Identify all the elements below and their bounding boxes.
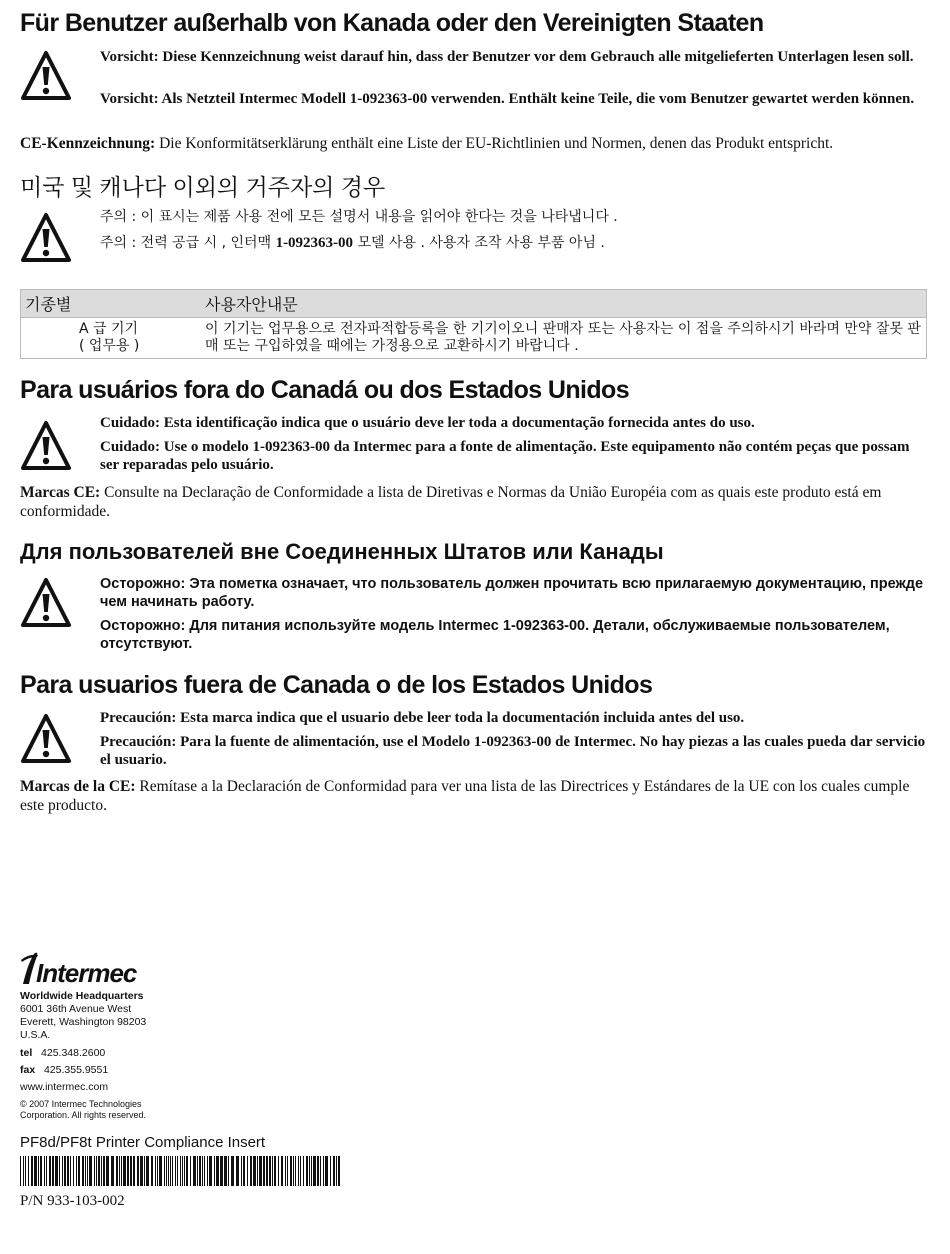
- barcode-bar: [266, 1156, 268, 1186]
- russian-section: [20, 537, 930, 567]
- barcode-bar: [190, 1156, 191, 1186]
- portuguese-ce-paragraph: [20, 483, 930, 521]
- barcode-bar: [159, 1156, 162, 1186]
- barcode-bar: [76, 1156, 77, 1186]
- fax-line: fax 425.355.9551: [20, 1064, 109, 1076]
- warning-icon: [20, 420, 72, 472]
- barcode-bar: [214, 1156, 215, 1186]
- korean-model-number: 1-092363-00: [275, 235, 354, 251]
- barcode-bar: [243, 1156, 245, 1186]
- barcode-bar: [111, 1156, 114, 1186]
- spanish-caution-1: Precaución: Esta marca indica que el usuario debe leer toda la documentación incluida antes del uso.: [100, 710, 745, 726]
- barcode-bar: [220, 1156, 223, 1186]
- barcode-bar: [130, 1156, 132, 1186]
- barcode-bar: [278, 1156, 279, 1186]
- barcode-bar: [224, 1156, 227, 1186]
- address-line-3: U.S.A.: [20, 1029, 51, 1041]
- barcode-bar: [180, 1156, 181, 1186]
- barcode-bar: [98, 1156, 100, 1186]
- barcode-bar: [257, 1156, 258, 1186]
- korean-class-table: [20, 289, 927, 359]
- barcode-bar: [323, 1156, 324, 1186]
- barcode-bar: [73, 1156, 74, 1186]
- barcode-bar: [290, 1156, 292, 1186]
- barcode-bar: [204, 1156, 205, 1186]
- copyright: © 2007 Intermec Technologies Corporation. All rights reserved.: [20, 1099, 147, 1120]
- barcode-bar: [199, 1156, 201, 1186]
- barcode-bar: [103, 1156, 105, 1186]
- barcode: [20, 1156, 344, 1186]
- barcode-bar: [336, 1156, 337, 1186]
- barcode-bar: [127, 1156, 129, 1186]
- barcode-bar: [49, 1156, 51, 1186]
- barcode-bar: [137, 1156, 139, 1186]
- barcode-bar: [46, 1156, 47, 1186]
- barcode-bar: [96, 1156, 97, 1186]
- barcode-bar: [25, 1156, 26, 1186]
- svg-text:Intermec: Intermec: [36, 958, 137, 986]
- barcode-bar: [146, 1156, 149, 1186]
- barcode-bar: [89, 1156, 92, 1186]
- barcode-bar: [184, 1156, 185, 1186]
- spanish-heading: Para usuarios fuera de Canada o de los Estados Unidos: [20, 671, 653, 699]
- document-title: PF8d/PF8t Printer Compliance Insert: [20, 1134, 266, 1151]
- korean-caution-2: 주의 : 전력 공급 시 , 인터맥 1-092363-00 모델 사용 . 사용자 조작 사용 부품 아님 .: [100, 235, 605, 251]
- barcode-bar: [300, 1156, 301, 1186]
- barcode-bar: [269, 1156, 271, 1186]
- barcode-bar: [228, 1156, 229, 1186]
- warning-icon: [20, 212, 72, 264]
- barcode-bar: [44, 1156, 45, 1186]
- barcode-bar: [133, 1156, 135, 1186]
- barcode-bar: [144, 1156, 145, 1186]
- german-ce-text: Die Konformitätserklärung enthält eine Liste der EU-Richtlinien und Normen, denen das Produkt entspricht.: [155, 135, 834, 152]
- german-heading: Für Benutzer außerhalb von Kanada oder den Vereinigten Staaten: [20, 9, 764, 37]
- website-link[interactable]: www.intermec.com: [20, 1081, 109, 1093]
- russian-caution-1: Осторожно: Эта пометка означает, что пользователь должен прочитать всю прилагаемую документацию, прежде чем начинать работу.: [100, 576, 924, 610]
- barcode-bar: [274, 1156, 276, 1186]
- warning-icon: [20, 50, 72, 102]
- barcode-bar: [82, 1156, 84, 1186]
- russian-heading: Для пользователей вне Соединенных Штатов или Канады: [20, 539, 664, 564]
- barcode-bar: [330, 1156, 331, 1186]
- barcode-bar: [207, 1156, 208, 1186]
- barcode-bar: [202, 1156, 203, 1186]
- table-row: [21, 318, 927, 359]
- spanish-ce-label: Marcas de la CE:: [20, 778, 136, 795]
- barcode-bar: [101, 1156, 102, 1186]
- barcode-bar: [166, 1156, 167, 1186]
- portuguese-ce-label: Marcas CE:: [20, 484, 101, 501]
- table-header-notice: 사용자안내문: [201, 290, 927, 318]
- barcode-bar: [31, 1156, 33, 1186]
- barcode-bar: [287, 1156, 288, 1186]
- barcode-bar: [317, 1156, 319, 1186]
- spanish-section: [20, 670, 930, 700]
- barcode-bar: [263, 1156, 265, 1186]
- korean-section: [20, 172, 930, 202]
- barcode-bar: [313, 1156, 316, 1186]
- spanish-ce-paragraph: [20, 777, 930, 815]
- barcode-bar: [140, 1156, 143, 1186]
- barcode-bar: [52, 1156, 54, 1186]
- barcode-bar: [28, 1156, 29, 1186]
- barcode-bar: [94, 1156, 95, 1186]
- portuguese-heading: Para usuários fora do Canadá ou dos Estados Unidos: [20, 376, 630, 404]
- barcode-bar: [123, 1156, 126, 1186]
- barcode-bar: [62, 1156, 63, 1186]
- table-cell-notice: 이 기기는 업무용으로 전자파적합등록을 한 기기이오니 판매자 또는 사용자는 이 점을 주의하시기 바라며 만약 잘못 판매 또는 구입하였을 때에는 가정용으로 교환하시기 바랍니다 .: [205, 321, 921, 354]
- barcode-bar: [87, 1156, 88, 1186]
- barcode-bar: [182, 1156, 183, 1186]
- table-header-model: 기종별: [21, 290, 202, 318]
- korean-caution-1: 주의 : 이 표시는 제품 사용 전에 모든 설명서 내용을 읽어야 한다는 것을 나타냅니다 .: [100, 209, 618, 225]
- barcode-bar: [285, 1156, 286, 1186]
- barcode-bar: [157, 1156, 158, 1186]
- barcode-bar: [40, 1156, 42, 1186]
- barcode-bar: [309, 1156, 310, 1186]
- barcode-bar: [55, 1156, 58, 1186]
- barcode-bar: [259, 1156, 262, 1186]
- portuguese-caution-1: Cuidado: Esta identificação indica que o usuário deve ler toda a documentação fornecida antes do uso.: [100, 415, 755, 431]
- table-cell-class: A 급 기기 ( 업무용 ): [79, 321, 140, 354]
- barcode-bar: [303, 1156, 304, 1186]
- barcode-bar: [298, 1156, 299, 1186]
- barcode-bar: [295, 1156, 296, 1186]
- barcode-bar: [106, 1156, 109, 1186]
- barcode-bar: [168, 1156, 169, 1186]
- barcode-bar: [119, 1156, 120, 1186]
- barcode-bar: [67, 1156, 69, 1186]
- barcode-bar: [170, 1156, 171, 1186]
- barcode-bar: [272, 1156, 273, 1186]
- barcode-bar: [151, 1156, 153, 1186]
- german-caution-2: Vorsicht: Als Netzteil Intermec Modell 1-092363-00 verwenden. Enthält keine Teile, die vom Benutzer gewartet werden können.: [100, 91, 915, 107]
- intermec-logo: [20, 950, 154, 986]
- russian-caution-2: Осторожно: Для питания используйте модель Intermec 1-092363-00. Детали, обслуживаемые пользователем, отсутствуют.: [100, 618, 890, 652]
- barcode-bar: [241, 1156, 242, 1186]
- german-caution-1: Vorsicht: Diese Kennzeichnung weist darauf hin, dass der Benutzer vor dem Gebrauch alle mitgelieferten Unterlagen lesen soll.: [100, 49, 914, 65]
- warning-icon: [20, 713, 72, 765]
- barcode-bar: [85, 1156, 86, 1186]
- german-ce-label: CE-Kennzeichnung:: [20, 135, 156, 152]
- portuguese-section: [20, 375, 930, 405]
- barcode-bar: [59, 1156, 60, 1186]
- address-line-1: 6001 36th Avenue West: [20, 1003, 132, 1015]
- barcode-bar: [116, 1156, 118, 1186]
- hq-label: Worldwide Headquarters: [20, 990, 144, 1002]
- warning-icon: [20, 577, 72, 629]
- spanish-caution-2: Precaución: Para la fuente de alimentación, use el Modelo 1-092363-00 de Intermec. No hay piezas a las cuales pueda dar servicio el usuario.: [100, 734, 926, 768]
- german-ce-paragraph: [20, 134, 930, 153]
- barcode-bar: [186, 1156, 188, 1186]
- hq-address-block: [20, 990, 146, 1042]
- barcode-bar: [121, 1156, 122, 1186]
- barcode-bar: [311, 1156, 312, 1186]
- barcode-bar: [231, 1156, 234, 1186]
- barcode-bar: [325, 1156, 328, 1186]
- barcode-bar: [333, 1156, 335, 1186]
- barcode-bar: [197, 1156, 198, 1186]
- barcode-bar: [23, 1156, 24, 1186]
- barcode-bar: [320, 1156, 321, 1186]
- barcode-bar: [70, 1156, 71, 1186]
- barcode-bar: [216, 1156, 219, 1186]
- portuguese-caution-2: Cuidado: Use o modelo 1-092363-00 da Intermec para a fonte de alimentação. Este equipamento não contém peças que possam ser reparadas pelo usuário.: [100, 439, 910, 473]
- barcode-bar: [34, 1156, 37, 1186]
- barcode-bar: [38, 1156, 39, 1186]
- barcode-bar: [338, 1156, 340, 1186]
- barcode-bar: [293, 1156, 294, 1186]
- barcode-bar: [250, 1156, 252, 1186]
- spanish-ce-text: Remítase a la Declaración de Conformidad para ver una lista de las Directrices y Estándares de la UE con los cuales cumple este producto.: [20, 778, 910, 814]
- barcode-bar: [78, 1156, 80, 1186]
- portuguese-ce-text: Consulte na Declaração de Conformidade a lista de Diretivas e Normas da União Européia com as quais este produto está em conformidade.: [20, 484, 882, 520]
- barcode-bar: [306, 1156, 308, 1186]
- german-section: [20, 8, 930, 38]
- barcode-bar: [253, 1156, 256, 1186]
- address-line-2: Everett, Washington 98203: [20, 1016, 147, 1028]
- korean-heading: 미국 및 캐나다 이외의 거주자의 경우: [20, 174, 386, 200]
- barcode-bar: [64, 1156, 66, 1186]
- barcode-bar: [155, 1156, 156, 1186]
- barcode-bar: [193, 1156, 196, 1186]
- barcode-bar: [209, 1156, 212, 1186]
- barcode-bar: [175, 1156, 176, 1186]
- part-number: P/N 933-103-002: [20, 1193, 125, 1209]
- barcode-bar: [236, 1156, 239, 1186]
- barcode-bar: [177, 1156, 178, 1186]
- barcode-bar: [247, 1156, 248, 1186]
- barcode-bar: [281, 1156, 283, 1186]
- barcode-bar: [164, 1156, 165, 1186]
- barcode-bar: [20, 1156, 21, 1186]
- tel-line: tel 425.348.2600: [20, 1047, 106, 1059]
- barcode-bar: [172, 1156, 173, 1186]
